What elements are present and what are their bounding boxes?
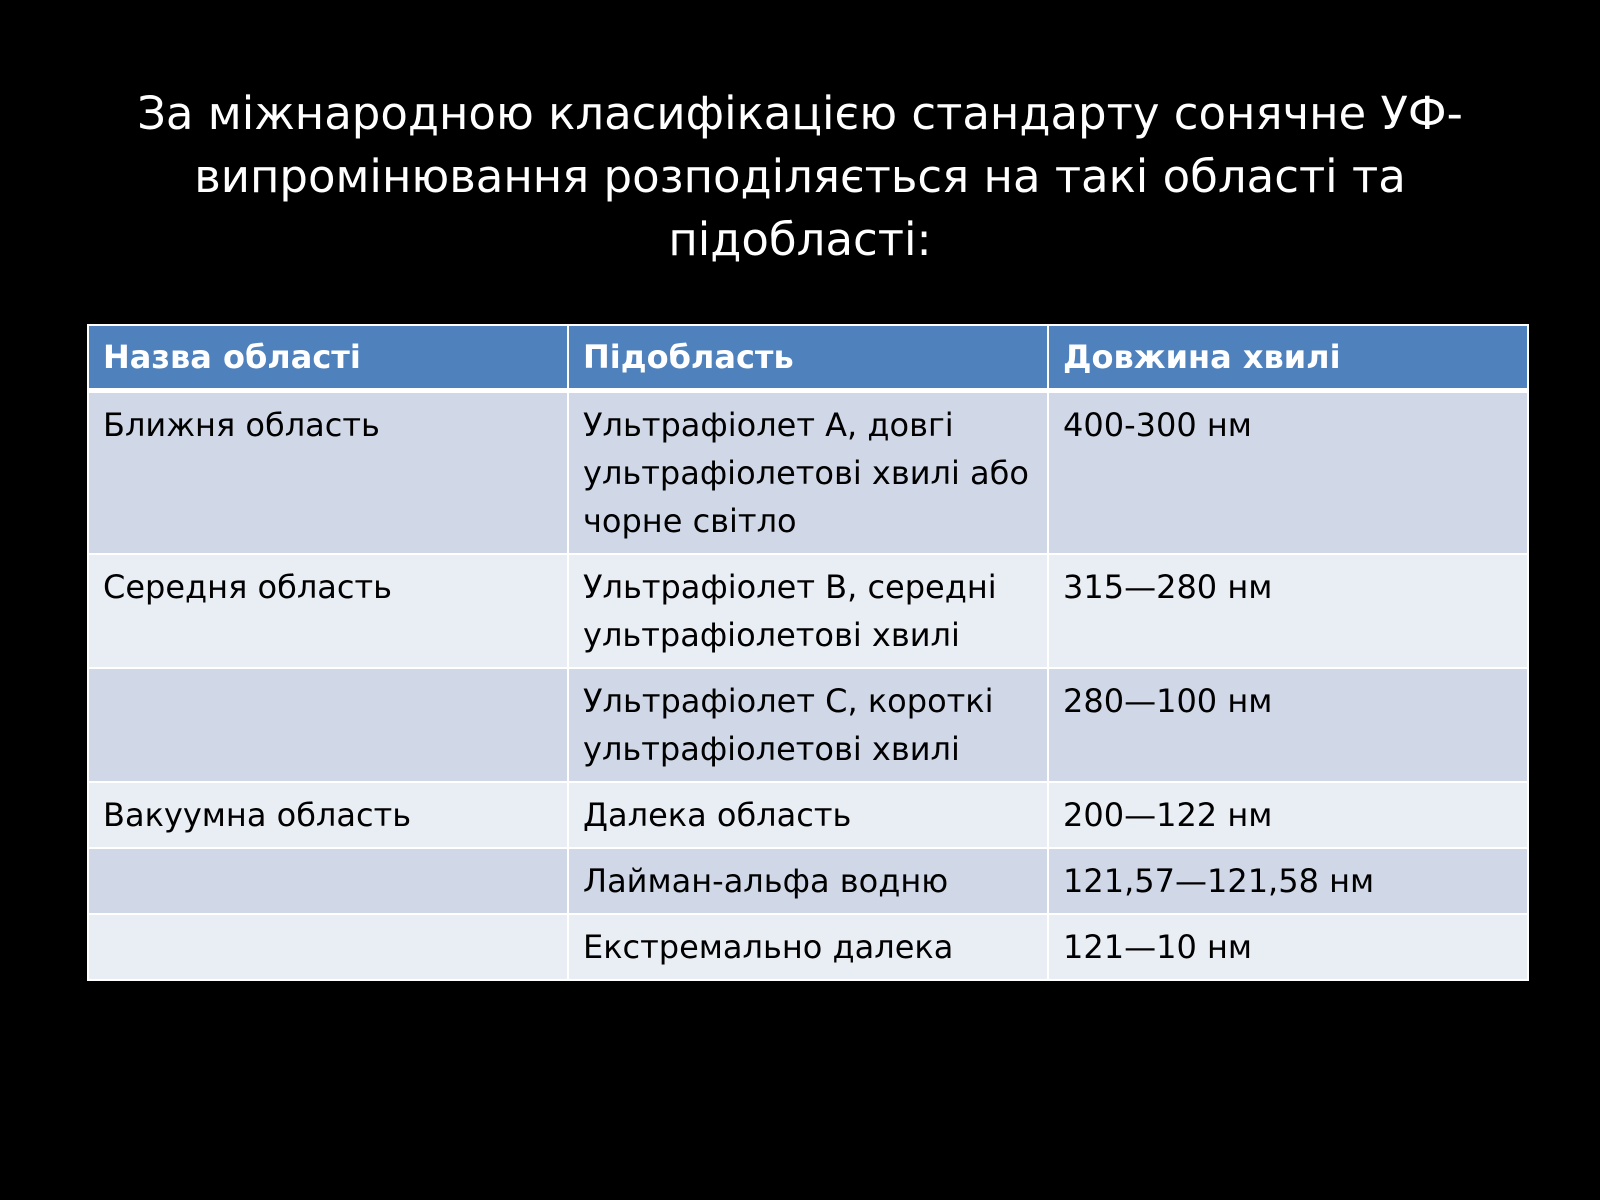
cell-wavelength: 315—280 нм <box>1048 554 1528 668</box>
cell-region-name <box>88 668 568 782</box>
cell-subregion: Ультрафіолет B, середні ультрафіолетові хвилі <box>568 554 1048 668</box>
cell-wavelength: 200—122 нм <box>1048 782 1528 848</box>
cell-subregion: Екстремально далека <box>568 914 1048 980</box>
cell-region-name: Ближня область <box>88 391 568 555</box>
table-header-row <box>88 325 1528 391</box>
cell-subregion: Ультрафіолет A, довгі ультрафіолетові хвилі або чорне світло <box>568 391 1048 555</box>
slide-title-line-2: випромінювання розподіляється на такі області та підобласті: <box>194 150 1406 266</box>
cell-wavelength: 121,57—121,58 нм <box>1048 848 1528 914</box>
cell-wavelength: 400-300 нм <box>1048 391 1528 555</box>
slide-title-line-1: За міжнародною класифікацією стандарту сонячне УФ- <box>137 87 1463 140</box>
table-row <box>88 782 1528 848</box>
cell-subregion: Лайман-альфа водню <box>568 848 1048 914</box>
table-row <box>88 668 1528 782</box>
slide-title <box>60 82 1540 271</box>
uv-regions-table <box>87 324 1529 981</box>
cell-wavelength: 280—100 нм <box>1048 668 1528 782</box>
table-row <box>88 554 1528 668</box>
table-row <box>88 391 1528 555</box>
cell-region-name <box>88 914 568 980</box>
table-row <box>88 848 1528 914</box>
cell-region-name <box>88 848 568 914</box>
table-row <box>88 914 1528 980</box>
cell-wavelength: 121—10 нм <box>1048 914 1528 980</box>
cell-subregion: Ультрафіолет С, короткі ультрафіолетові хвилі <box>568 668 1048 782</box>
cell-subregion: Далека область <box>568 782 1048 848</box>
header-wavelength: Довжина хвилі <box>1048 325 1528 391</box>
cell-region-name: Вакуумна область <box>88 782 568 848</box>
cell-region-name: Середня область <box>88 554 568 668</box>
header-subregion: Підобласть <box>568 325 1048 391</box>
header-region-name: Назва області <box>88 325 568 391</box>
